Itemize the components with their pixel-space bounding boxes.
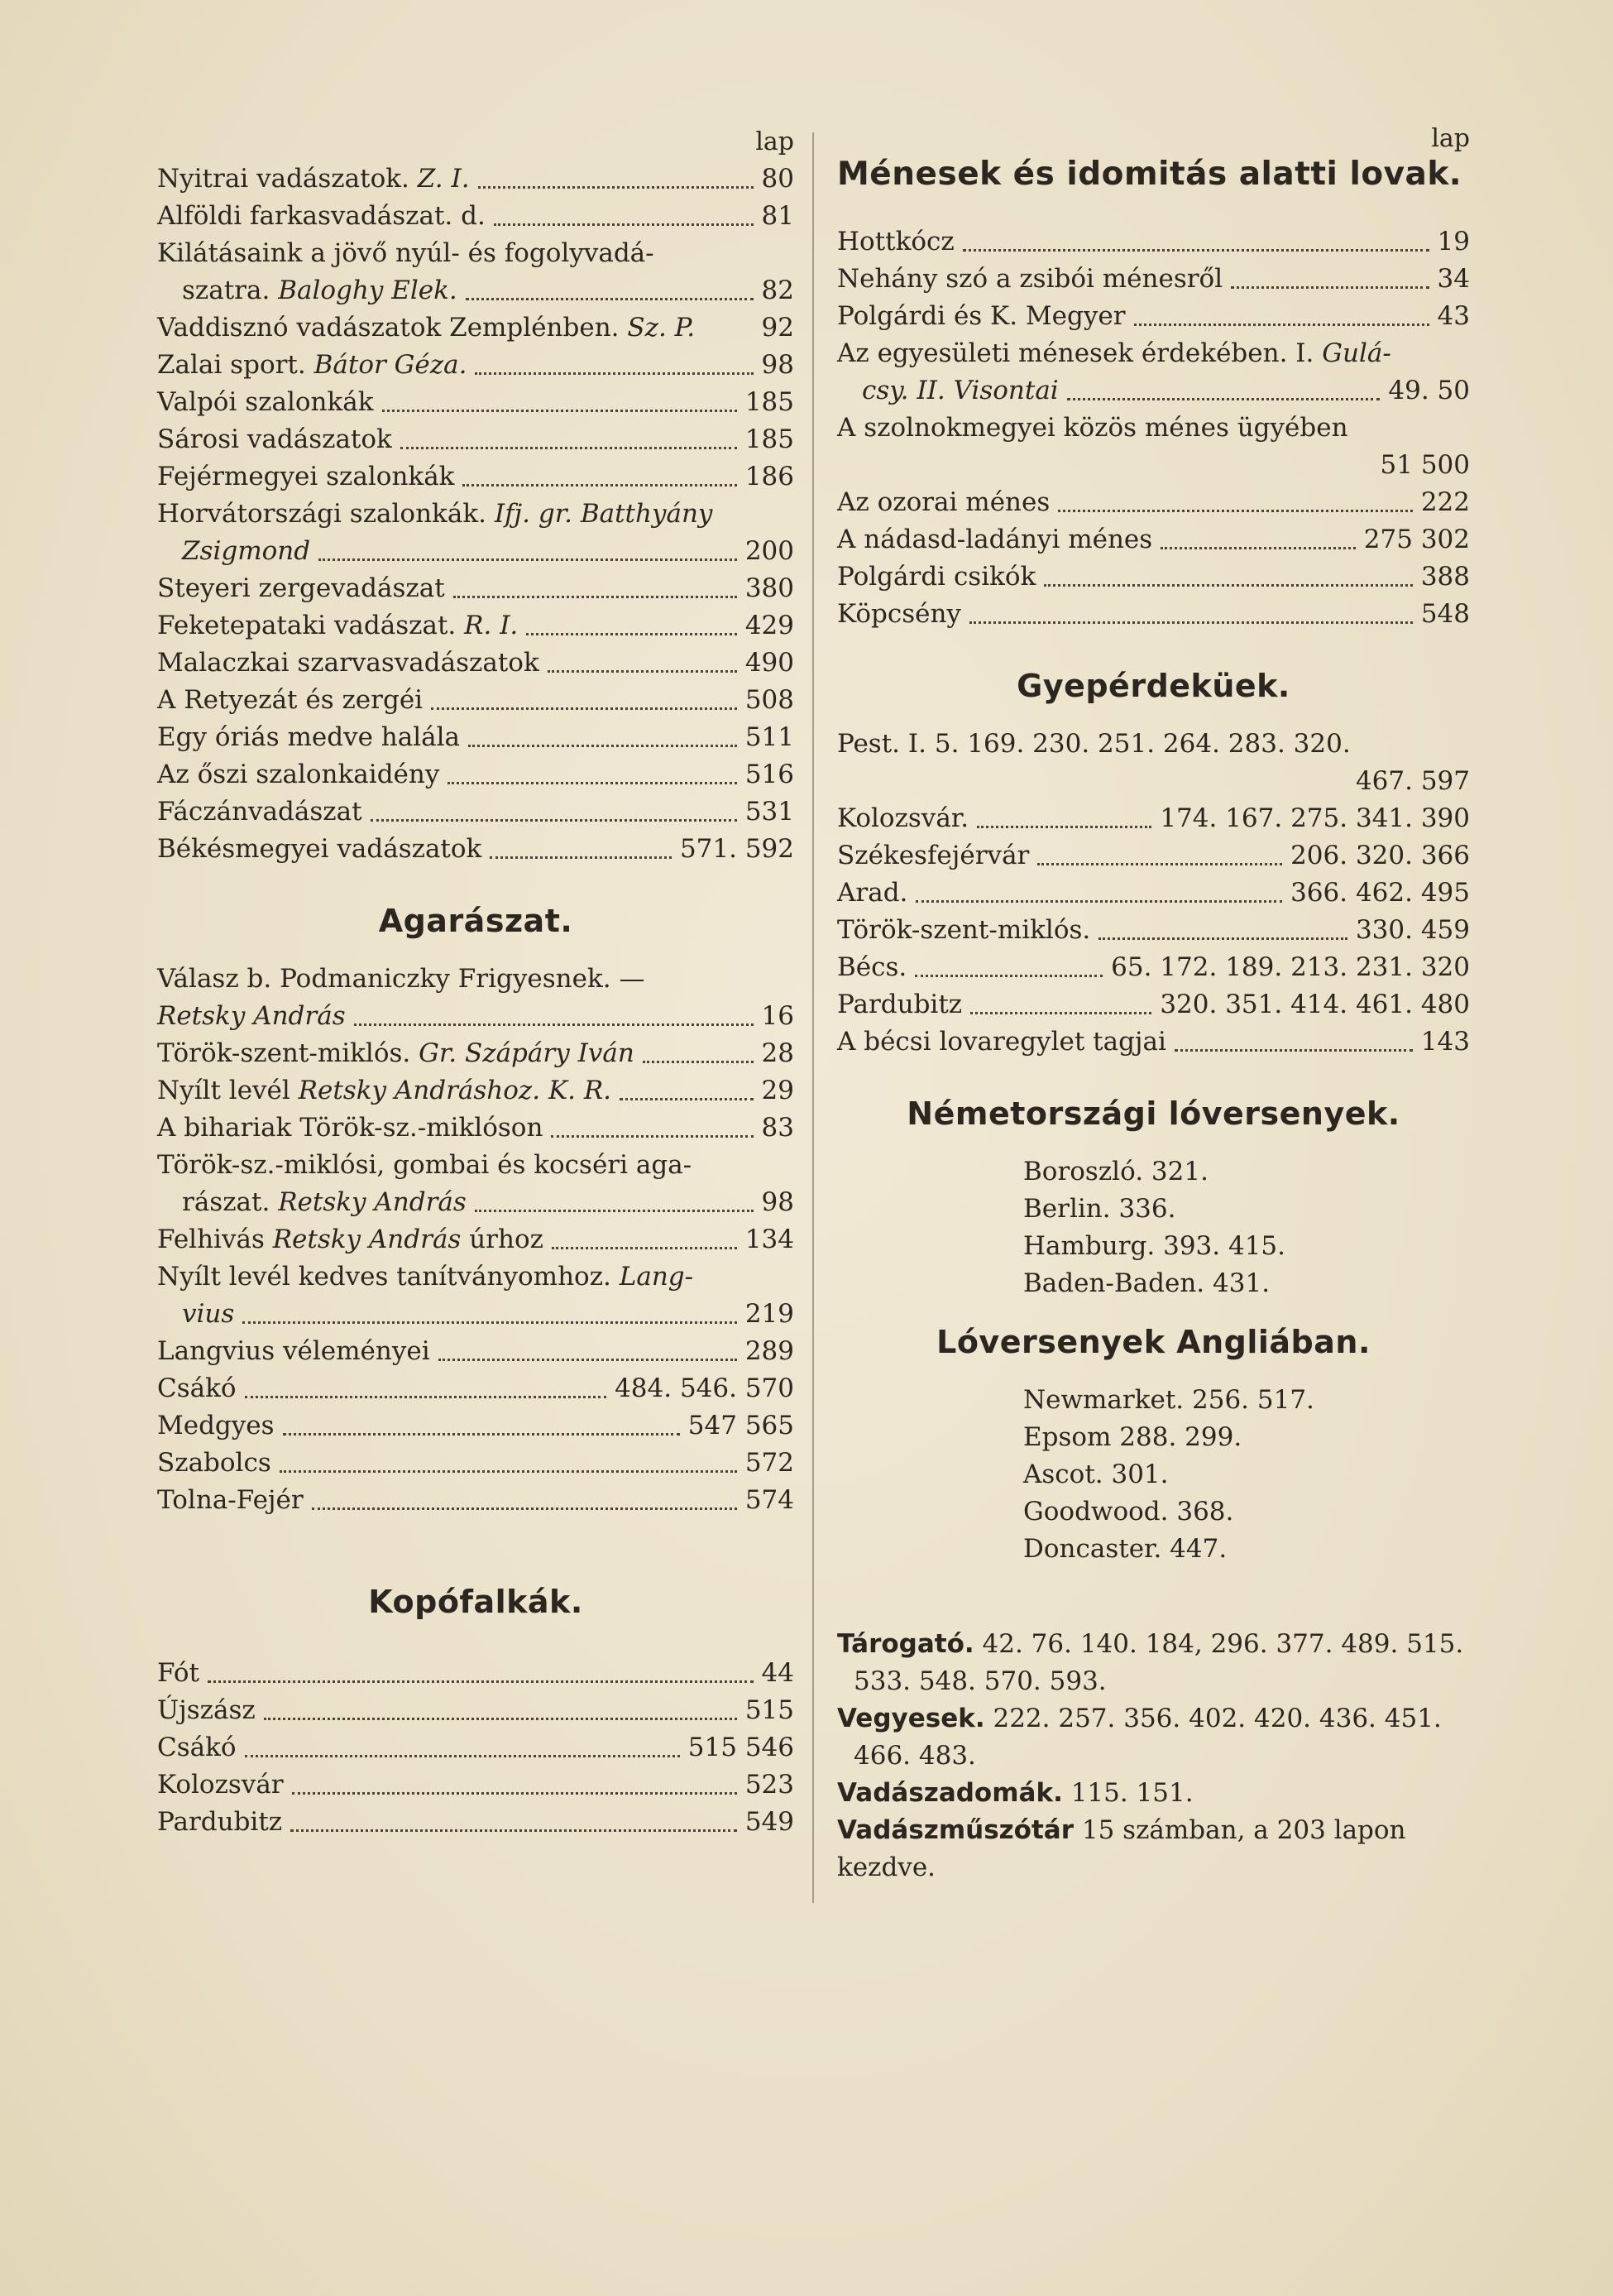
left-column: [157, 124, 794, 1841]
list-item: Berlin. 336.: [1023, 1194, 1176, 1224]
list-item: Hamburg. 393. 415.: [1023, 1231, 1285, 1261]
index-entry: Köpcsény 548: [837, 599, 1470, 629]
section-title-agaraszat: Agarászat.: [378, 903, 573, 939]
index-entry: Medgyes 547 565: [157, 1411, 794, 1440]
index-entry: Az ozorai ménes 222: [837, 487, 1470, 517]
index-entry: Steyeri zergevadászat 380: [157, 573, 794, 603]
index-entry: Csákó 515 546: [157, 1733, 794, 1762]
index-entry: Felhivás Retsky András úrhoz 134: [157, 1225, 794, 1254]
lap-header: lap: [1431, 124, 1470, 153]
column-divider: [812, 132, 814, 1903]
index-entry: Pardubitz 320. 351. 414. 461. 480: [837, 990, 1470, 1019]
index-entry-cont: Zsigmond 200: [182, 536, 794, 566]
misc-entry-vegyesek: Vegyesek. 222. 257. 356. 402. 420. 436. 451. 466. 483.: [837, 1704, 1442, 1771]
index-entry: Arad. 366. 462. 495: [837, 878, 1470, 908]
index-entry: Egy óriás medve halála 511: [157, 722, 794, 752]
index-entry-cont: 467. 597: [1355, 766, 1470, 796]
index-entry: Török-szent-miklós. Gr. Szápáry Iván 28: [157, 1038, 794, 1068]
index-entry-cont: szatra. Baloghy Elek. 82: [182, 276, 794, 305]
index-entry: Bécs. 65. 172. 189. 213. 231. 320: [837, 952, 1470, 982]
index-entry: Polgárdi és K. Megyer 43: [837, 301, 1470, 331]
index-entry: Alföldi farkasvadászat. d. 81: [157, 201, 794, 231]
index-entry: A nádasd-ladányi ménes 275 302: [837, 525, 1470, 554]
index-entry: Pardubitz 549: [157, 1807, 794, 1837]
index-entry-cont: rászat. Retsky András 98: [182, 1187, 794, 1217]
index-entry: Malaczkai szarvasvadászatok 490: [157, 648, 794, 678]
index-entry: Feketepataki vadászat. R. I. 429: [157, 611, 794, 640]
misc-entry-tarogato: Tárogató. 42. 76. 140. 184, 296. 377. 489. 515. 533. 548. 570. 593.: [837, 1629, 1464, 1696]
list-item: Ascot. 301.: [1023, 1460, 1169, 1489]
index-entry: Fót 44: [157, 1658, 794, 1688]
index-entry: Fáczánvadászat 531: [157, 797, 794, 827]
index-entry: Zalai sport. Bátor Géza. 98: [157, 350, 794, 380]
misc-entry-vadaszmuszotar: Vadászműszótár 15 számban, a 203 lapon kezdve.: [837, 1815, 1406, 1882]
index-entry: A bihariak Török-sz.-miklóson 83: [157, 1113, 794, 1143]
index-entry: Nyílt levél Retsky Andráshoz. K. R. 29: [157, 1076, 794, 1105]
index-entry: Békésmegyei vadászatok 571. 592: [157, 834, 794, 864]
right-column: [837, 124, 1470, 1886]
section-title-gyeperdekuek: Gyepérdeküek.: [1017, 668, 1290, 704]
index-entry: Nyitrai vadászatok. Z. I. 80: [157, 164, 794, 194]
index-entry: Hottkócz 19: [837, 227, 1470, 256]
index-entry: Csákó 484. 546. 570: [157, 1373, 794, 1403]
index-entry: Az egyesületi ménesek érdekében. I. Gulá-: [837, 338, 1391, 368]
section-title-angliai-loversenyek: Lóversenyek Angliában.: [936, 1324, 1371, 1360]
index-entry: Pest. I. 5. 169. 230. 251. 264. 283. 320.: [837, 729, 1351, 759]
index-entry-cont: vius 219: [182, 1299, 794, 1329]
index-entry: Tolna-Fejér 574: [157, 1485, 794, 1515]
list-item: Boroszló. 321.: [1023, 1157, 1209, 1186]
index-entry: Török-sz.-miklósi, gombai és kocséri aga-: [157, 1150, 692, 1180]
misc-entry-vadaszadomak: Vadászadomák. 115. 151.: [837, 1778, 1194, 1808]
index-entry: Nyílt levél kedves tanítványomhoz. Lang-: [157, 1262, 694, 1292]
index-entry: Újszász 515: [157, 1695, 794, 1725]
index-entry: A Retyezát és zergéi 508: [157, 685, 794, 715]
list-item: Baden-Baden. 431.: [1023, 1268, 1271, 1298]
index-entry: Kolozsvár. 174. 167. 275. 341. 390: [837, 803, 1470, 833]
index-entry: A szolnokmegyei közös ménes ügyében: [837, 413, 1348, 443]
index-entry-cont: csy. II. Visontai 49. 50: [862, 376, 1470, 405]
index-entry-cont: Retsky András 16: [157, 1001, 794, 1031]
index-entry: Szabolcs 572: [157, 1448, 794, 1478]
index-entry: Kolozsvár 523: [157, 1770, 794, 1800]
index-entry: Székesfejérvár 206. 320. 366: [837, 841, 1470, 870]
index-entry: Valpói szalonkák 185: [157, 387, 794, 417]
index-entry: Török-szent-miklós. 330. 459: [837, 915, 1470, 945]
index-entry: Vaddisznó vadászatok Zemplénben. Sz. P. 92: [157, 313, 794, 343]
index-entry: Fejérmegyei szalonkák 186: [157, 462, 794, 491]
index-entry-cont: 51 500: [1380, 450, 1470, 480]
section-title-menesek: Ménesek és idomitás alatti lovak.: [837, 156, 1462, 193]
index-entry: Sárosi vadászatok 185: [157, 424, 794, 454]
index-entry: Kilátásaink a jövő nyúl- és fogolyvadá-: [157, 238, 654, 268]
index-entry: Az őszi szalonkaidény 516: [157, 760, 794, 789]
lap-header: lap: [755, 127, 794, 156]
index-entry: Nehány szó a zsibói ménesről 34: [837, 264, 1470, 294]
list-item: Epsom 288. 299.: [1023, 1422, 1242, 1452]
index-entry: A bécsi lovaregylet tagjai 143: [837, 1027, 1470, 1057]
index-entry: Polgárdi csikók 388: [837, 562, 1470, 592]
list-item: Newmarket. 256. 517.: [1023, 1385, 1314, 1415]
list-item: Doncaster. 447.: [1023, 1534, 1228, 1564]
index-entry: Válasz b. Podmaniczky Frigyesnek. —: [157, 964, 645, 994]
index-entry: Horvátországi szalonkák. Ifj. gr. Batthyány: [157, 499, 713, 529]
index-entry: Langvius véleményei 289: [157, 1336, 794, 1366]
section-title-kopofalkak: Kopófalkák.: [368, 1584, 583, 1620]
list-item: Goodwood. 368.: [1023, 1497, 1234, 1527]
section-title-nemet-loversenyek: Németországi lóversenyek.: [907, 1095, 1400, 1132]
